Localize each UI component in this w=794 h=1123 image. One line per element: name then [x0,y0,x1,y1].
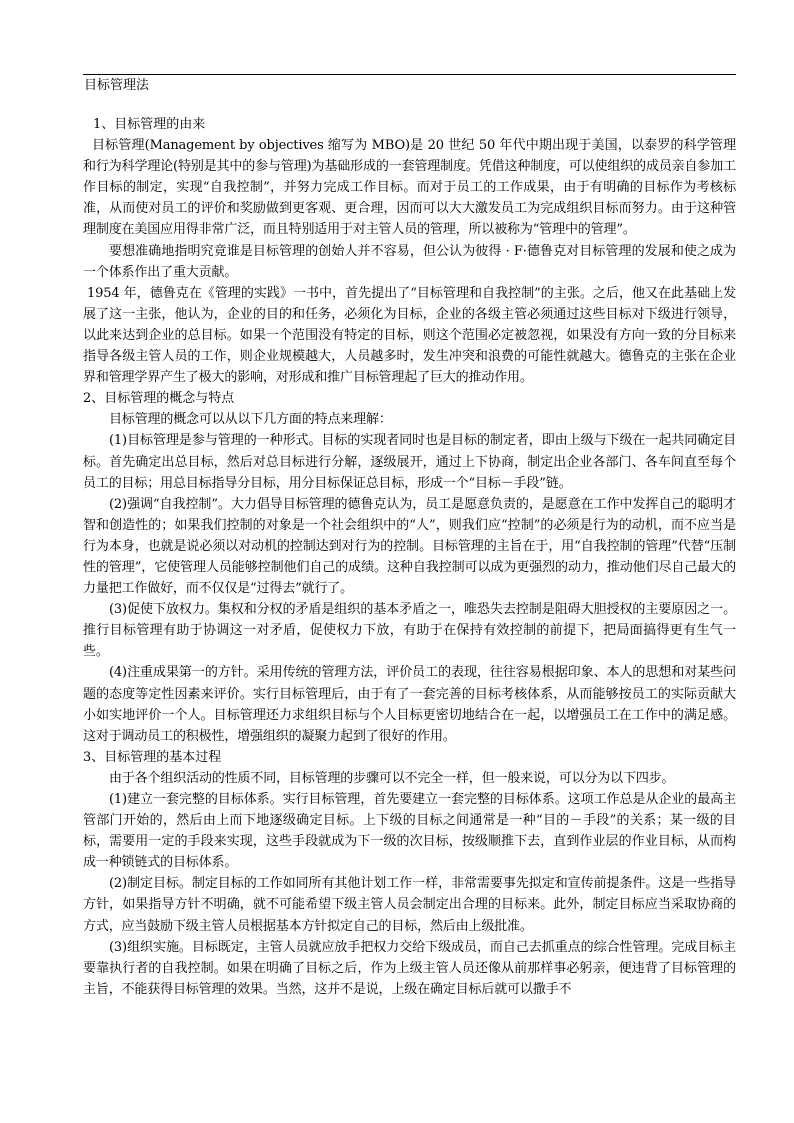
paragraph: 目标管理的概念可以从以下几方面的特点来理解： [109,412,392,428]
section-heading: 2、目标管理的概念与特点 [83,391,235,407]
paragraph: (3)组织实施。目标既定，主管人员就应放手把权力交给下级成员，而自己去抓重点的综合性管理。完成目标主要靠执行者的自我控制。如果在明确了目标之后，作为上级主管人员还像从前那样事必躬亲，便违背了目标管理的主旨，不能获得目标管理的效果。当然，这并不是说，上级在确定目标后就可以撒手不 [83,939,736,997]
section-heading: 1、目标管理的由来 [93,117,206,132]
header-title: 目标管理法 [84,78,150,93]
paragraph: 由于各个组织活动的性质不同，目标管理的步骤可以不完全一样，但一般来说，可以分为以下四步。 [109,770,675,786]
paragraph: (2)强调“自我控制”。大力倡导目标管理的德鲁克认为，员工是愿意负责的，是愿意在工作中发挥自己的聪明才智和创造性的；如果我们控制的对象是一个社会组织中的“人”，则我们应“控制”的必须是行为的动机，而不应当是行为本身，也就是说必须以对动机的控制达到对行为的控制。目标管理的主旨在于，用“自我控制的管理”代替“压制性的管理”，它使管理人员能够控制他们自己的成绩。这种自我控制可以成为更强烈的动力，推动他们尽自己最大的力量把工作做好，而不仅仅是“过得去”就行了。 [83,496,736,597]
paragraph: 要想准确地指明究竟谁是目标管理的创始人并不容易，但公认为彼得 · F·德鲁克对目标管理的发展和使之成为一个体系作出了重大贡献。 [83,243,736,280]
paragraph: (2)制定目标。制定目标的工作如同所有其他计划工作一样，非常需要事先拟定和宣传前提条件。这是一些指导方针，如果指导方针不明确，就不可能希望下级主管人员会制定出合理的目标来。此外，制定目标应当采取协商的方式，应当鼓励下级主管人员根据基本方针拟定自己的目标，然后由上级批准。 [83,876,736,934]
paragraph: (1)目标管理是参与管理的一种形式。目标的实现者同时也是目标的制定者，即由上级与下级在一起共同确定目标。首先确定出总目标，然后对总目标进行分解，逐级展开，通过上下协商，制定出企业各部门、各车间直至每个员工的目标；用总目标指导分目标，用分目标保证总目标，形成一个“目标－手段”链。 [83,433,736,491]
paragraph: (4)注重成果第一的方针。采用传统的管理方法，评价员工的表现，往往容易根据印象、本人的思想和对某些问题的态度等定性因素来评价。实行目标管理后，由于有了一套完善的目标考核体系，从而能够按员工的实际贡献大小如实地评价一个人。目标管理还力求组织目标与个人目标更密切地结合在一起，以增强员工在工作中的满足感。这对于调动员工的积极性，增强组织的凝聚力起到了很好的作用。 [83,665,736,744]
paragraph: (3)促使下放权力。集权和分权的矛盾是组织的基本矛盾之一，唯恐失去控制是阻碍大胆授权的主要原因之一。推行目标管理有助于协调这一对矛盾，促使权力下放，有助于在保持有效控制的前提下，把局面搞得更有生气一些。 [83,602,736,660]
section-heading: 3、目标管理的基本过程 [83,749,222,765]
document-body [83,114,736,1000]
page-header [83,74,736,95]
paragraph: (1)建立一套完整的目标体系。实行目标管理，首先要建立一套完整的目标体系。这项工作总是从企业的最高主管部门开始的，然后由上而下地逐级确定目标。上下级的目标之间通常是一种“目的－手段”的关系；某一级的目标，需要用一定的手段来实现，这些手段就成为下一级的次目标，按级顺推下去，直到作业层的作业目标，从而构成一种锁链式的目标体系。 [83,792,736,871]
paragraph: 目标管理(Management by objectives 缩写为 MBO)是 20 世纪 50 年代中期出现于美国，以泰罗的科学管理和行为科学理论(特别是其中的参与管理)为基础形成的一套管理制度。凭借这种制度，可以使组织的成员亲自参加工作目标的制定，实现“自我控制”，并努力完成工作目标。而对于员工的工作成果，由于有明确的目标作为考核标准，从而使对员工的评价和奖励做到更客观、更合理，因而可以大大激发员工为完成组织目标而努力。由于这种管理制度在美国应用得非常广泛，而且特别适用于对主管人员的管理，所以被称为“管理中的管理”。 [83,138,736,238]
paragraph: 1954 年，德鲁克在《管理的实践》一书中，首先提出了“目标管理和自我控制”的主张。之后，他又在此基础上发展了这一主张，他认为，企业的目的和任务，必须化为目标，企业的各级主管必须通过这些目标对下级进行领导，以此来达到企业的总目标。如果一个范围没有特定的目标，则这个范围必定被忽视，如果没有方向一致的分目标来指导各级主管人员的工作，则企业规模越大，人员越多时，发生冲突和浪费的可能性就越大。德鲁克的主张在企业界和管理学界产生了极大的影响，对形成和推广目标管理起了巨大的推动作用。 [83,285,736,386]
